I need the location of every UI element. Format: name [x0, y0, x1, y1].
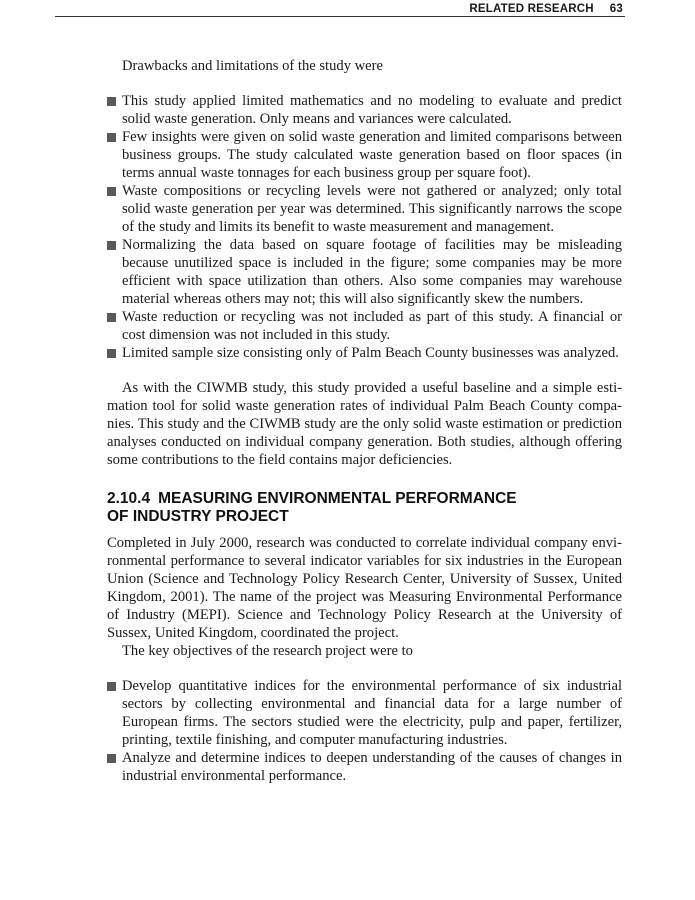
running-title: RELATED RESEARCH: [469, 3, 594, 15]
square-bullet-icon: [107, 754, 116, 763]
square-bullet-icon: [107, 313, 116, 322]
square-bullet-icon: [107, 241, 116, 250]
list-item: Limited sample size consisting only of Palm Beach County businesses was analyzed.: [107, 344, 622, 362]
section-number: 2.10.4: [107, 490, 151, 507]
list-item: Analyze and determine indices to deepen understanding of the causes of changes in industrial environmental performance.: [107, 749, 622, 785]
square-bullet-icon: [107, 682, 116, 691]
drawbacks-list: [107, 92, 622, 362]
list-item: Develop quantitative indices for the environmental performance of six industrial sectors by collecting environmental and financial data for a large number of European firms. The sectors studied were the electricity, pulp and paper, fertilizer, printing, textile finishing, and computer manufacturing industries.: [107, 677, 622, 749]
page-body: [107, 57, 622, 785]
objectives-list: [107, 677, 622, 785]
page-number: 63: [609, 3, 623, 15]
square-bullet-icon: [107, 97, 116, 106]
list-item: This study applied limited mathematics and no modeling to evaluate and predict solid waste generation. Only means and variances were calculated.: [107, 92, 622, 128]
square-bullet-icon: [107, 187, 116, 196]
section-heading: [107, 490, 622, 526]
list-item: Few insights were given on solid waste generation and limited comparisons between business groups. The study calculated waste generation based on floor spaces (in terms annual waste tonnages for each business group per square foot).: [107, 128, 622, 182]
header-rule: [55, 16, 625, 17]
running-head: [469, 3, 623, 15]
list-item: Waste reduction or recycling was not included as part of this study. A financial or cost dimension was not included in this study.: [107, 308, 622, 344]
summary-paragraph: As with the CIWMB study, this study provided a useful baseline and a simple estimation tool for solid waste generation rates of individual Palm Beach County companies. This study and the CIWMB study are the only solid waste estimation or prediction analyses conducted on individual company generation. Both studies, although offering some contributions to the field contains major deficiencies.: [107, 380, 622, 468]
square-bullet-icon: [107, 133, 116, 142]
list-item: Waste compositions or recycling levels were not gathered or analyzed; only total solid waste generation per year was determined. This significantly narrows the scope of the study and limits its benefit to waste measurement and management.: [107, 182, 622, 236]
list-item: Normalizing the data based on square footage of facilities may be misleading because unutilized space is included in the figure; some companies may be more efficient with space utilization than others. Also some companies may warehouse material whereas others may not; this will also significantly skew the numbers.: [107, 236, 622, 308]
square-bullet-icon: [107, 349, 116, 358]
section-title-line2: OF INDUSTRY PROJECT: [107, 508, 289, 525]
objectives-intro: The key objectives of the research project were to: [122, 643, 413, 659]
section-paragraph: Completed in July 2000, research was conducted to correlate individual company environmental performance to several indicator variables for six industries in the European Union (Science and Technology Policy Research Center, University of Sussex, United Kingdom, 2001). The name of the project was Measuring Environmental Performance of Industry (MEPI). Science and Technology Policy Research at the University of Sussex, United Kingdom, coordinated the project.: [107, 535, 622, 641]
section-title-line1: MEASURING ENVIRONMENTAL PERFORMANCE: [158, 490, 517, 507]
drawbacks-intro: Drawbacks and limitations of the study were: [122, 58, 383, 74]
